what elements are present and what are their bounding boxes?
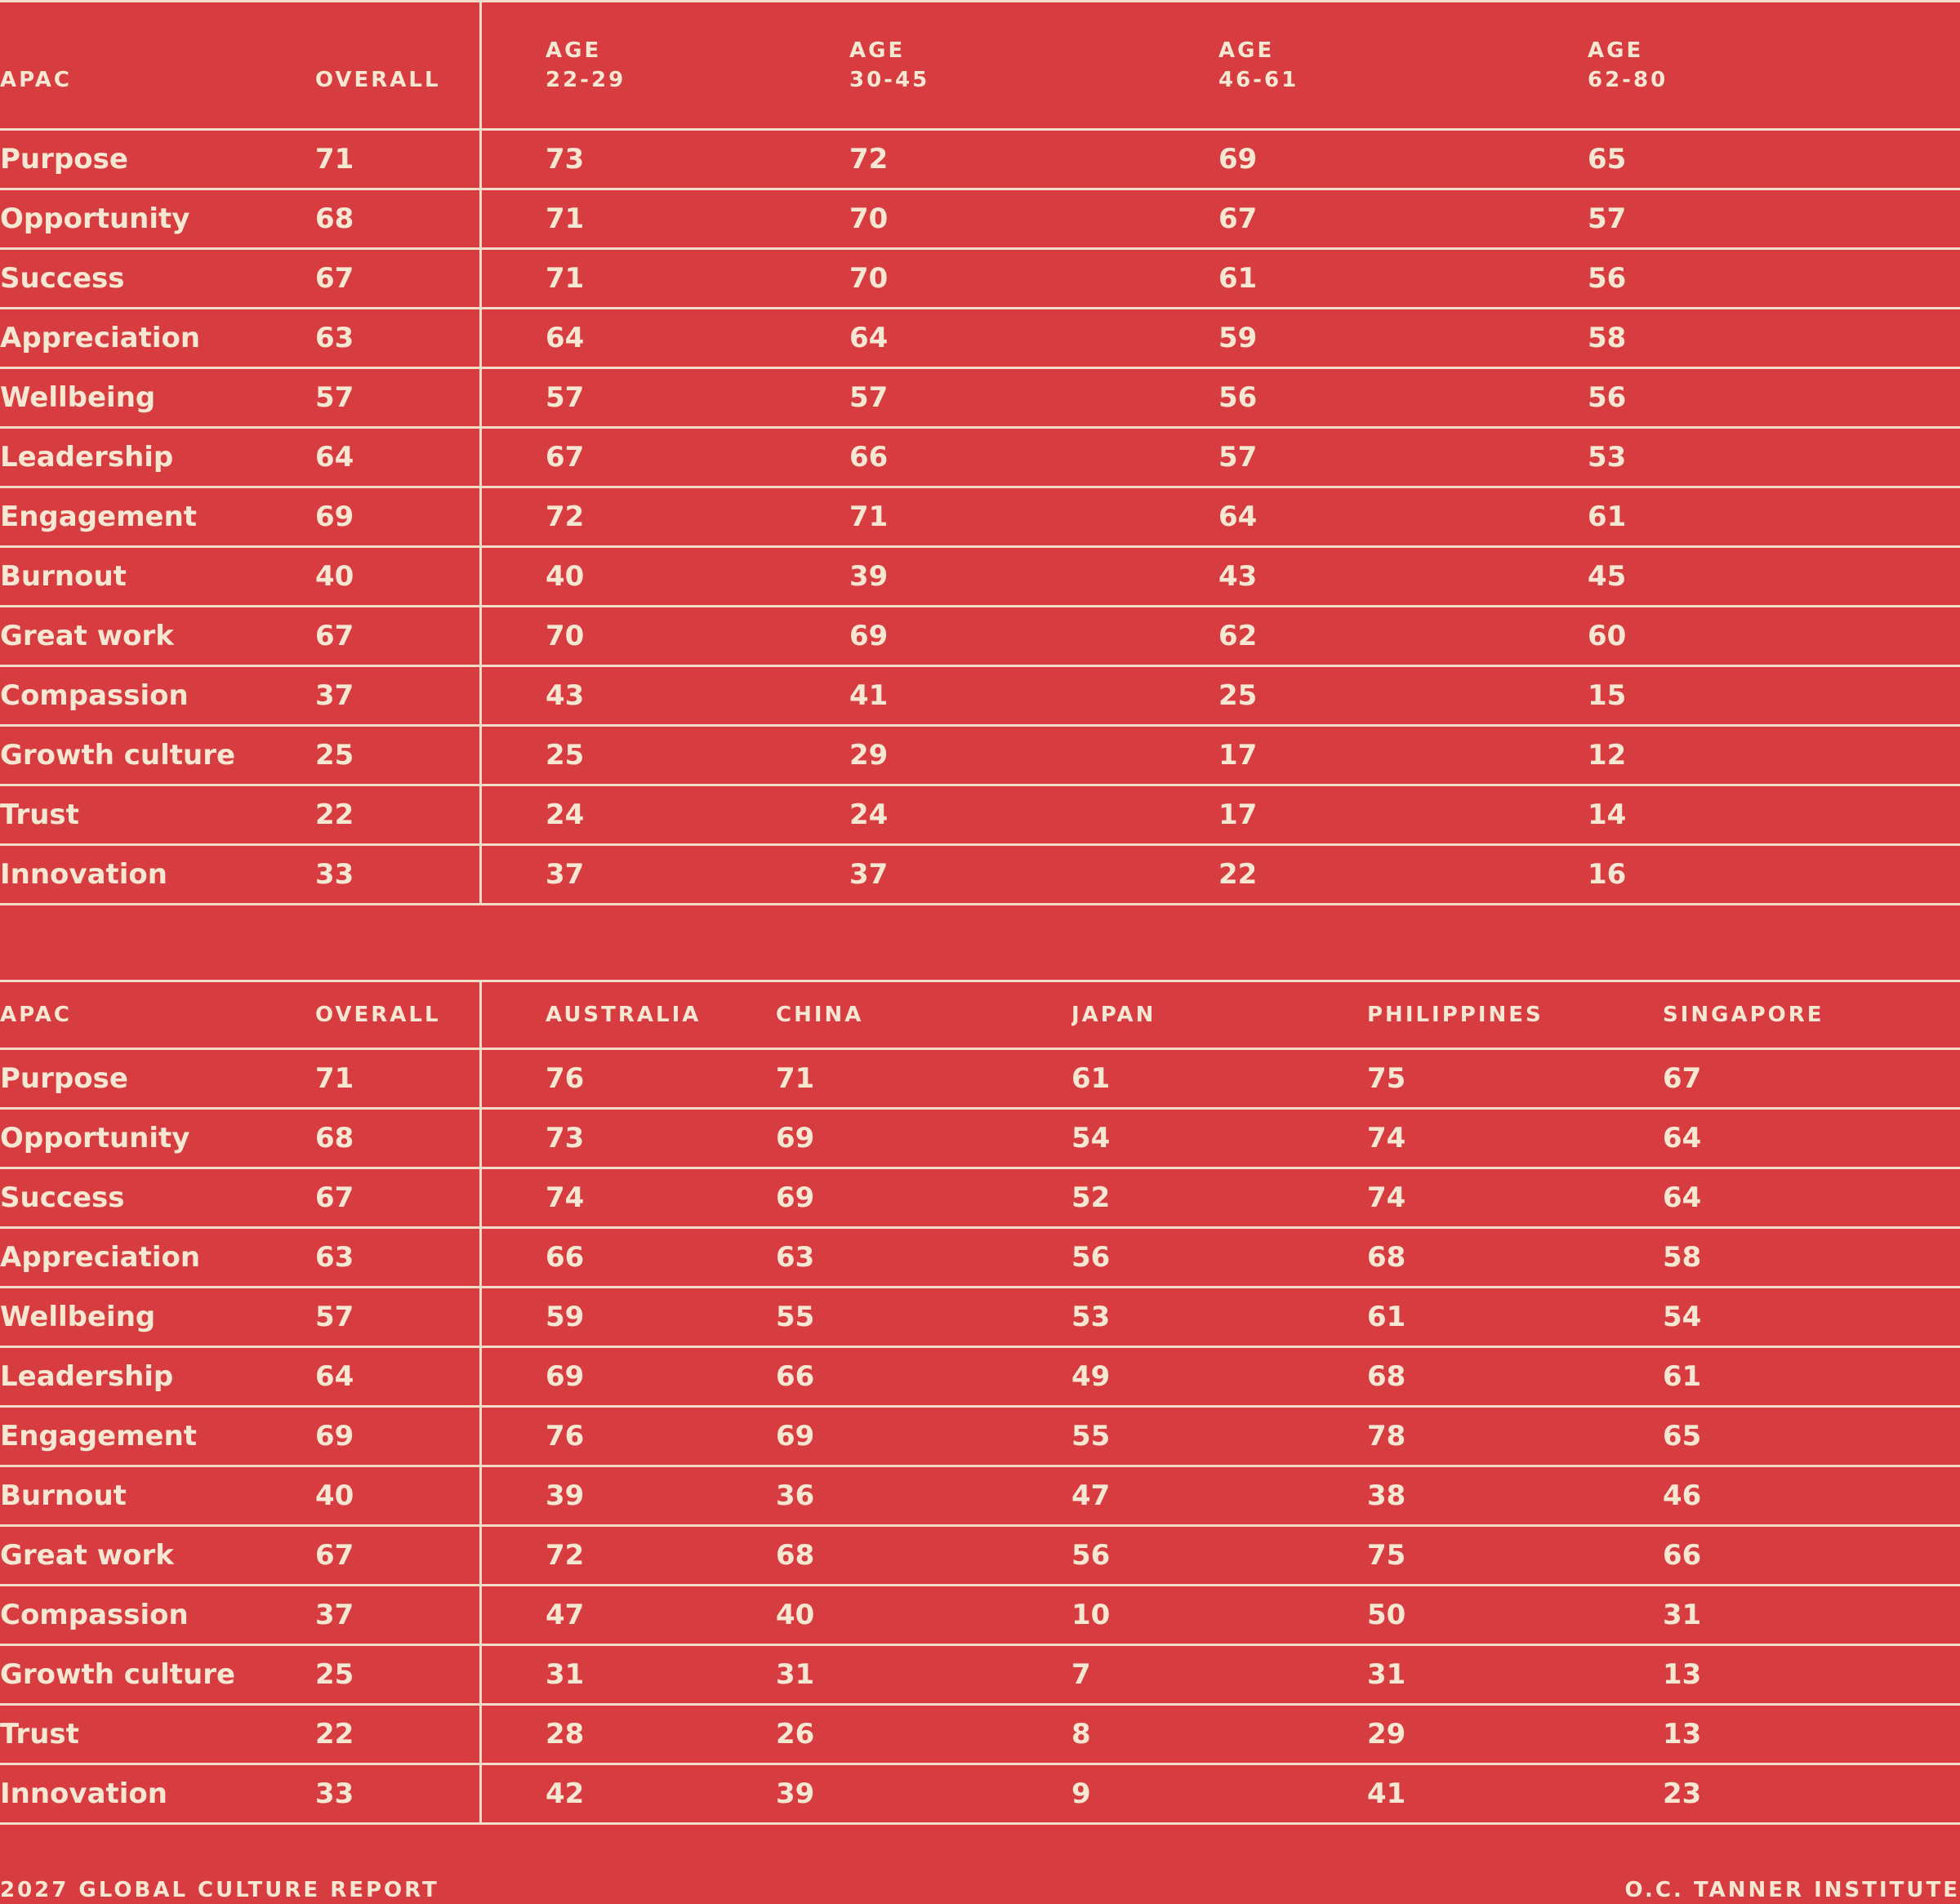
cell-overall: 57 bbox=[315, 1288, 480, 1347]
cell-age-30-45: 41 bbox=[849, 666, 1218, 726]
column-header-line: AGE bbox=[1218, 38, 1275, 63]
cell-australia: 74 bbox=[546, 1168, 776, 1228]
cell-overall: 67 bbox=[315, 1168, 480, 1228]
column-header-line: AGE bbox=[546, 38, 602, 63]
cell-australia: 39 bbox=[546, 1466, 776, 1526]
cell-philippines: 74 bbox=[1367, 1109, 1663, 1168]
cell-age-30-45: 24 bbox=[849, 785, 1218, 845]
row-label: Opportunity bbox=[0, 189, 315, 249]
age-results-table bbox=[0, 0, 1960, 905]
footer-report-title: 2027 GLOBAL CULTURE REPORT bbox=[0, 1878, 439, 1902]
column-header-apac: APAC bbox=[0, 2, 315, 130]
column-header-apac: APAC bbox=[0, 981, 315, 1049]
footer-institute-name: O.C. TANNER INSTITUTE bbox=[1624, 1878, 1960, 1902]
column-spacer bbox=[480, 666, 546, 726]
cell-age-22-29: 24 bbox=[546, 785, 849, 845]
cell-china: 69 bbox=[776, 1109, 1071, 1168]
cell-philippines: 31 bbox=[1367, 1645, 1663, 1705]
cell-age-22-29: 57 bbox=[546, 368, 849, 428]
cell-age-62-80: 45 bbox=[1588, 547, 1960, 607]
cell-china: 66 bbox=[776, 1347, 1071, 1407]
column-spacer bbox=[480, 785, 546, 845]
cell-age-62-80: 16 bbox=[1588, 845, 1960, 905]
table-row-burnout bbox=[0, 1466, 1960, 1526]
cell-age-30-45: 70 bbox=[849, 249, 1218, 309]
cell-age-22-29: 70 bbox=[546, 607, 849, 666]
row-label: Engagement bbox=[0, 487, 315, 547]
cell-china: 26 bbox=[776, 1705, 1071, 1764]
table-row-opportunity bbox=[0, 189, 1960, 249]
cell-australia: 47 bbox=[546, 1586, 776, 1645]
cell-age-46-61: 67 bbox=[1218, 189, 1588, 249]
table-row-purpose bbox=[0, 1049, 1960, 1109]
column-spacer bbox=[480, 309, 546, 368]
cell-age-46-61: 69 bbox=[1218, 130, 1588, 189]
cell-overall: 37 bbox=[315, 666, 480, 726]
column-header-singapore: SINGAPORE bbox=[1663, 981, 1960, 1049]
cell-overall: 25 bbox=[315, 726, 480, 785]
cell-age-62-80: 14 bbox=[1588, 785, 1960, 845]
row-label: Trust bbox=[0, 785, 315, 845]
cell-age-30-45: 37 bbox=[849, 845, 1218, 905]
cell-philippines: 74 bbox=[1367, 1168, 1663, 1228]
cell-age-22-29: 64 bbox=[546, 309, 849, 368]
column-header-overall: OVERALL bbox=[315, 981, 480, 1049]
cell-singapore: 58 bbox=[1663, 1228, 1960, 1288]
cell-age-22-29: 71 bbox=[546, 249, 849, 309]
column-spacer bbox=[480, 1645, 546, 1705]
cell-overall: 68 bbox=[315, 189, 480, 249]
cell-age-22-29: 43 bbox=[546, 666, 849, 726]
row-label: Success bbox=[0, 1168, 315, 1228]
table-row-innovation bbox=[0, 845, 1960, 905]
column-spacer bbox=[480, 726, 546, 785]
cell-age-22-29: 37 bbox=[546, 845, 849, 905]
cell-overall: 67 bbox=[315, 607, 480, 666]
table-row-trust bbox=[0, 785, 1960, 845]
row-label: Appreciation bbox=[0, 1228, 315, 1288]
cell-japan: 55 bbox=[1071, 1407, 1367, 1466]
table-body bbox=[0, 130, 1960, 905]
column-spacer bbox=[480, 249, 546, 309]
row-label: Great work bbox=[0, 1526, 315, 1586]
row-label: Success bbox=[0, 249, 315, 309]
column-spacer bbox=[480, 1764, 546, 1824]
cell-overall: 22 bbox=[315, 785, 480, 845]
column-spacer bbox=[480, 1466, 546, 1526]
cell-age-22-29: 72 bbox=[546, 487, 849, 547]
cell-age-30-45: 71 bbox=[849, 487, 1218, 547]
cell-age-46-61: 62 bbox=[1218, 607, 1588, 666]
row-label: Leadership bbox=[0, 1347, 315, 1407]
cell-china: 63 bbox=[776, 1228, 1071, 1288]
table-row-burnout bbox=[0, 547, 1960, 607]
cell-australia: 31 bbox=[546, 1645, 776, 1705]
cell-overall: 57 bbox=[315, 368, 480, 428]
cell-singapore: 46 bbox=[1663, 1466, 1960, 1526]
cell-age-22-29: 67 bbox=[546, 428, 849, 487]
cell-australia: 76 bbox=[546, 1049, 776, 1109]
cell-overall: 68 bbox=[315, 1109, 480, 1168]
cell-philippines: 50 bbox=[1367, 1586, 1663, 1645]
cell-overall: 22 bbox=[315, 1705, 480, 1764]
cell-philippines: 29 bbox=[1367, 1705, 1663, 1764]
row-label: Innovation bbox=[0, 845, 315, 905]
cell-age-30-45: 69 bbox=[849, 607, 1218, 666]
table-header-row bbox=[0, 981, 1960, 1049]
cell-age-62-80: 56 bbox=[1588, 249, 1960, 309]
cell-overall: 63 bbox=[315, 1228, 480, 1288]
column-header-japan: JAPAN bbox=[1071, 981, 1367, 1049]
cell-age-62-80: 57 bbox=[1588, 189, 1960, 249]
cell-japan: 7 bbox=[1071, 1645, 1367, 1705]
cell-philippines: 68 bbox=[1367, 1347, 1663, 1407]
column-spacer bbox=[480, 547, 546, 607]
cell-overall: 71 bbox=[315, 130, 480, 189]
column-spacer bbox=[480, 189, 546, 249]
cell-singapore: 54 bbox=[1663, 1288, 1960, 1347]
cell-australia: 28 bbox=[546, 1705, 776, 1764]
cell-australia: 76 bbox=[546, 1407, 776, 1466]
table-row-wellbeing bbox=[0, 1288, 1960, 1347]
cell-age-30-45: 64 bbox=[849, 309, 1218, 368]
cell-australia: 59 bbox=[546, 1288, 776, 1347]
column-header-age-46-61 bbox=[1218, 2, 1588, 130]
cell-philippines: 75 bbox=[1367, 1526, 1663, 1586]
row-label: Compassion bbox=[0, 666, 315, 726]
cell-age-30-45: 29 bbox=[849, 726, 1218, 785]
cell-age-30-45: 39 bbox=[849, 547, 1218, 607]
cell-age-46-61: 56 bbox=[1218, 368, 1588, 428]
row-label: Engagement bbox=[0, 1407, 315, 1466]
cell-age-62-80: 65 bbox=[1588, 130, 1960, 189]
cell-overall: 69 bbox=[315, 1407, 480, 1466]
column-header-age-30-45 bbox=[849, 2, 1218, 130]
cell-age-46-61: 17 bbox=[1218, 785, 1588, 845]
cell-china: 68 bbox=[776, 1526, 1071, 1586]
table-row-leadership bbox=[0, 428, 1960, 487]
cell-overall: 40 bbox=[315, 1466, 480, 1526]
cell-age-30-45: 72 bbox=[849, 130, 1218, 189]
column-spacer bbox=[480, 1109, 546, 1168]
cell-age-46-61: 22 bbox=[1218, 845, 1588, 905]
cell-philippines: 75 bbox=[1367, 1049, 1663, 1109]
cell-age-62-80: 58 bbox=[1588, 309, 1960, 368]
table-row-leadership bbox=[0, 1347, 1960, 1407]
row-label: Great work bbox=[0, 607, 315, 666]
cell-philippines: 78 bbox=[1367, 1407, 1663, 1466]
row-label: Growth culture bbox=[0, 1645, 315, 1705]
cell-age-46-61: 17 bbox=[1218, 726, 1588, 785]
table-row-purpose bbox=[0, 130, 1960, 189]
cell-japan: 56 bbox=[1071, 1228, 1367, 1288]
column-header-line: 22-29 bbox=[546, 68, 626, 92]
cell-age-62-80: 15 bbox=[1588, 666, 1960, 726]
cell-age-22-29: 40 bbox=[546, 547, 849, 607]
cell-age-62-80: 56 bbox=[1588, 368, 1960, 428]
cell-age-46-61: 25 bbox=[1218, 666, 1588, 726]
cell-japan: 52 bbox=[1071, 1168, 1367, 1228]
cell-singapore: 67 bbox=[1663, 1049, 1960, 1109]
column-header-philippines: PHILIPPINES bbox=[1367, 981, 1663, 1049]
cell-singapore: 66 bbox=[1663, 1526, 1960, 1586]
country-results-table bbox=[0, 980, 1960, 1825]
column-header-line: AGE bbox=[849, 38, 906, 63]
cell-overall: 40 bbox=[315, 547, 480, 607]
column-spacer bbox=[480, 1347, 546, 1407]
cell-singapore: 64 bbox=[1663, 1109, 1960, 1168]
table-row-appreciation bbox=[0, 1228, 1960, 1288]
cell-australia: 72 bbox=[546, 1526, 776, 1586]
cell-singapore: 65 bbox=[1663, 1407, 1960, 1466]
cell-australia: 66 bbox=[546, 1228, 776, 1288]
column-header-china: CHINA bbox=[776, 981, 1071, 1049]
table-header-row bbox=[0, 2, 1960, 130]
cell-overall: 64 bbox=[315, 1347, 480, 1407]
column-header-line: 30-45 bbox=[849, 68, 930, 92]
column-header-australia: AUSTRALIA bbox=[546, 981, 776, 1049]
row-label: Purpose bbox=[0, 130, 315, 189]
row-label: Burnout bbox=[0, 1466, 315, 1526]
column-spacer bbox=[480, 1407, 546, 1466]
row-label: Opportunity bbox=[0, 1109, 315, 1168]
column-spacer bbox=[480, 845, 546, 905]
cell-overall: 33 bbox=[315, 845, 480, 905]
column-header-line: AGE bbox=[1588, 38, 1644, 63]
cell-japan: 61 bbox=[1071, 1049, 1367, 1109]
cell-japan: 9 bbox=[1071, 1764, 1367, 1824]
column-header-age-22-29 bbox=[546, 2, 849, 130]
cell-age-22-29: 71 bbox=[546, 189, 849, 249]
cell-philippines: 41 bbox=[1367, 1764, 1663, 1824]
cell-overall: 71 bbox=[315, 1049, 480, 1109]
row-label: Appreciation bbox=[0, 309, 315, 368]
cell-japan: 8 bbox=[1071, 1705, 1367, 1764]
cell-overall: 67 bbox=[315, 1526, 480, 1586]
column-header-line: 46-61 bbox=[1218, 68, 1299, 92]
table-row-appreciation bbox=[0, 309, 1960, 368]
cell-singapore: 31 bbox=[1663, 1586, 1960, 1645]
cell-age-46-61: 57 bbox=[1218, 428, 1588, 487]
cell-japan: 54 bbox=[1071, 1109, 1367, 1168]
cell-china: 36 bbox=[776, 1466, 1071, 1526]
column-header-age-62-80 bbox=[1588, 2, 1960, 130]
cell-age-30-45: 66 bbox=[849, 428, 1218, 487]
row-label: Wellbeing bbox=[0, 1288, 315, 1347]
cell-china: 31 bbox=[776, 1645, 1071, 1705]
table-row-success bbox=[0, 249, 1960, 309]
cell-age-62-80: 61 bbox=[1588, 487, 1960, 547]
cell-singapore: 64 bbox=[1663, 1168, 1960, 1228]
cell-overall: 63 bbox=[315, 309, 480, 368]
cell-china: 71 bbox=[776, 1049, 1071, 1109]
table-row-engagement bbox=[0, 487, 1960, 547]
column-spacer bbox=[480, 130, 546, 189]
table-row-growth-culture bbox=[0, 1645, 1960, 1705]
column-spacer bbox=[480, 1228, 546, 1288]
cell-philippines: 61 bbox=[1367, 1288, 1663, 1347]
column-spacer bbox=[480, 2, 546, 130]
cell-japan: 53 bbox=[1071, 1288, 1367, 1347]
cell-australia: 73 bbox=[546, 1109, 776, 1168]
cell-singapore: 13 bbox=[1663, 1645, 1960, 1705]
cell-age-62-80: 60 bbox=[1588, 607, 1960, 666]
column-spacer bbox=[480, 1705, 546, 1764]
cell-philippines: 68 bbox=[1367, 1228, 1663, 1288]
row-label: Trust bbox=[0, 1705, 315, 1764]
cell-china: 55 bbox=[776, 1288, 1071, 1347]
cell-age-46-61: 43 bbox=[1218, 547, 1588, 607]
column-spacer bbox=[480, 981, 546, 1049]
cell-philippines: 38 bbox=[1367, 1466, 1663, 1526]
table-row-great-work bbox=[0, 1526, 1960, 1586]
cell-overall: 37 bbox=[315, 1586, 480, 1645]
column-spacer bbox=[480, 1288, 546, 1347]
column-spacer bbox=[480, 1586, 546, 1645]
cell-china: 69 bbox=[776, 1168, 1071, 1228]
column-spacer bbox=[480, 428, 546, 487]
cell-age-22-29: 25 bbox=[546, 726, 849, 785]
column-spacer bbox=[480, 1168, 546, 1228]
column-spacer bbox=[480, 607, 546, 666]
cell-age-46-61: 61 bbox=[1218, 249, 1588, 309]
cell-overall: 33 bbox=[315, 1764, 480, 1824]
row-label: Leadership bbox=[0, 428, 315, 487]
cell-japan: 10 bbox=[1071, 1586, 1367, 1645]
cell-overall: 64 bbox=[315, 428, 480, 487]
row-label: Innovation bbox=[0, 1764, 315, 1824]
cell-japan: 56 bbox=[1071, 1526, 1367, 1586]
row-label: Purpose bbox=[0, 1049, 315, 1109]
cell-japan: 47 bbox=[1071, 1466, 1367, 1526]
cell-china: 39 bbox=[776, 1764, 1071, 1824]
table-row-compassion bbox=[0, 666, 1960, 726]
cell-singapore: 61 bbox=[1663, 1347, 1960, 1407]
column-header-line: 62-80 bbox=[1588, 68, 1668, 92]
cell-china: 69 bbox=[776, 1407, 1071, 1466]
cell-overall: 67 bbox=[315, 249, 480, 309]
cell-singapore: 23 bbox=[1663, 1764, 1960, 1824]
cell-japan: 49 bbox=[1071, 1347, 1367, 1407]
cell-age-62-80: 53 bbox=[1588, 428, 1960, 487]
cell-age-46-61: 64 bbox=[1218, 487, 1588, 547]
table-row-trust bbox=[0, 1705, 1960, 1764]
cell-overall: 69 bbox=[315, 487, 480, 547]
column-spacer bbox=[480, 1049, 546, 1109]
table-row-success bbox=[0, 1168, 1960, 1228]
column-spacer bbox=[480, 487, 546, 547]
row-label: Growth culture bbox=[0, 726, 315, 785]
row-label: Burnout bbox=[0, 547, 315, 607]
cell-age-22-29: 73 bbox=[546, 130, 849, 189]
table-row-great-work bbox=[0, 607, 1960, 666]
table-row-engagement bbox=[0, 1407, 1960, 1466]
cell-australia: 42 bbox=[546, 1764, 776, 1824]
table-body bbox=[0, 1049, 1960, 1824]
table-row-compassion bbox=[0, 1586, 1960, 1645]
column-header-overall: OVERALL bbox=[315, 2, 480, 130]
column-spacer bbox=[480, 1526, 546, 1586]
cell-china: 40 bbox=[776, 1586, 1071, 1645]
cell-age-30-45: 70 bbox=[849, 189, 1218, 249]
cell-overall: 25 bbox=[315, 1645, 480, 1705]
table-row-innovation bbox=[0, 1764, 1960, 1824]
table-row-wellbeing bbox=[0, 368, 1960, 428]
row-label: Compassion bbox=[0, 1586, 315, 1645]
cell-singapore: 13 bbox=[1663, 1705, 1960, 1764]
cell-age-46-61: 59 bbox=[1218, 309, 1588, 368]
cell-age-30-45: 57 bbox=[849, 368, 1218, 428]
row-label: Wellbeing bbox=[0, 368, 315, 428]
table-row-opportunity bbox=[0, 1109, 1960, 1168]
table-row-growth-culture bbox=[0, 726, 1960, 785]
cell-age-62-80: 12 bbox=[1588, 726, 1960, 785]
column-spacer bbox=[480, 368, 546, 428]
cell-australia: 69 bbox=[546, 1347, 776, 1407]
